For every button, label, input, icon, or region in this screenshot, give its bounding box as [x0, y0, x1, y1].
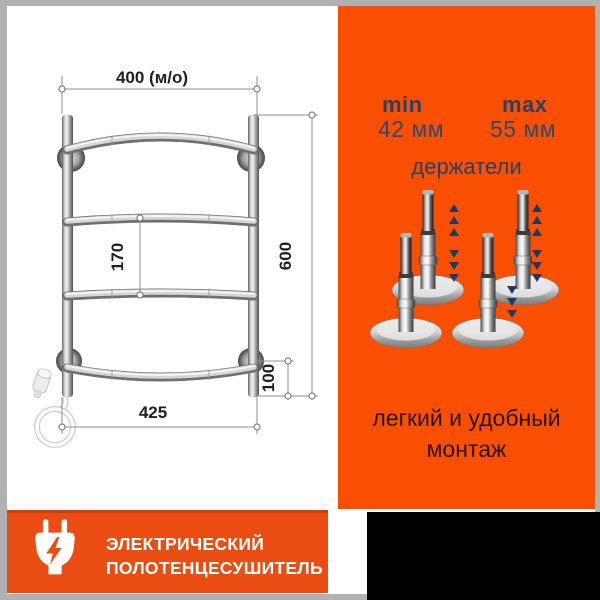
dimension-100-label: 100: [259, 363, 278, 393]
towel-rail-right-post: [248, 115, 259, 397]
info-panel: [338, 6, 595, 509]
rail-1: [67, 135, 254, 150]
product-title-line1: ЭЛЕКТРИЧЕСКИЙ: [106, 534, 265, 554]
frame-border-left: [0, 0, 7, 600]
dimension-600-label: 600: [276, 241, 295, 271]
rail-3: [67, 291, 254, 296]
product-title: [106, 533, 323, 580]
wall-mount-flanges: [56, 144, 265, 374]
power-plug: [30, 367, 52, 399]
frame-border-right: [595, 0, 600, 600]
max-label: max: [502, 92, 548, 117]
holder-foot-back-right: [487, 190, 559, 305]
product-title-bar: [7, 510, 328, 593]
towel-rail-technical-drawing: [7, 6, 338, 509]
dimension-170-label: 170: [108, 242, 127, 272]
electric-plug-lightning-icon: [33, 519, 77, 577]
product-title-line2: ПОЛОТЕНЦЕСУШИТЕЛЬ: [106, 557, 323, 578]
blacked-out-logo-area: [367, 512, 600, 600]
min-label: min: [382, 92, 423, 117]
mounting-caption: легкий и удобный монтаж: [372, 405, 561, 462]
min-spec: [378, 94, 444, 143]
max-value: 55 мм: [490, 116, 557, 142]
max-spec: [490, 94, 556, 143]
rail-2: [67, 216, 254, 222]
rail-4: [67, 366, 254, 377]
holders-label: держатели: [411, 154, 522, 179]
towel-rail-rails: [67, 135, 254, 380]
holders-illustration: [368, 188, 596, 390]
towel-rail-left-post: [62, 115, 73, 397]
min-value: 42 мм: [378, 116, 445, 142]
dimension-425-label: 425: [138, 403, 168, 422]
frame-border-top: [0, 0, 600, 6]
dimension-400-label: 400 (м/о): [115, 68, 189, 87]
